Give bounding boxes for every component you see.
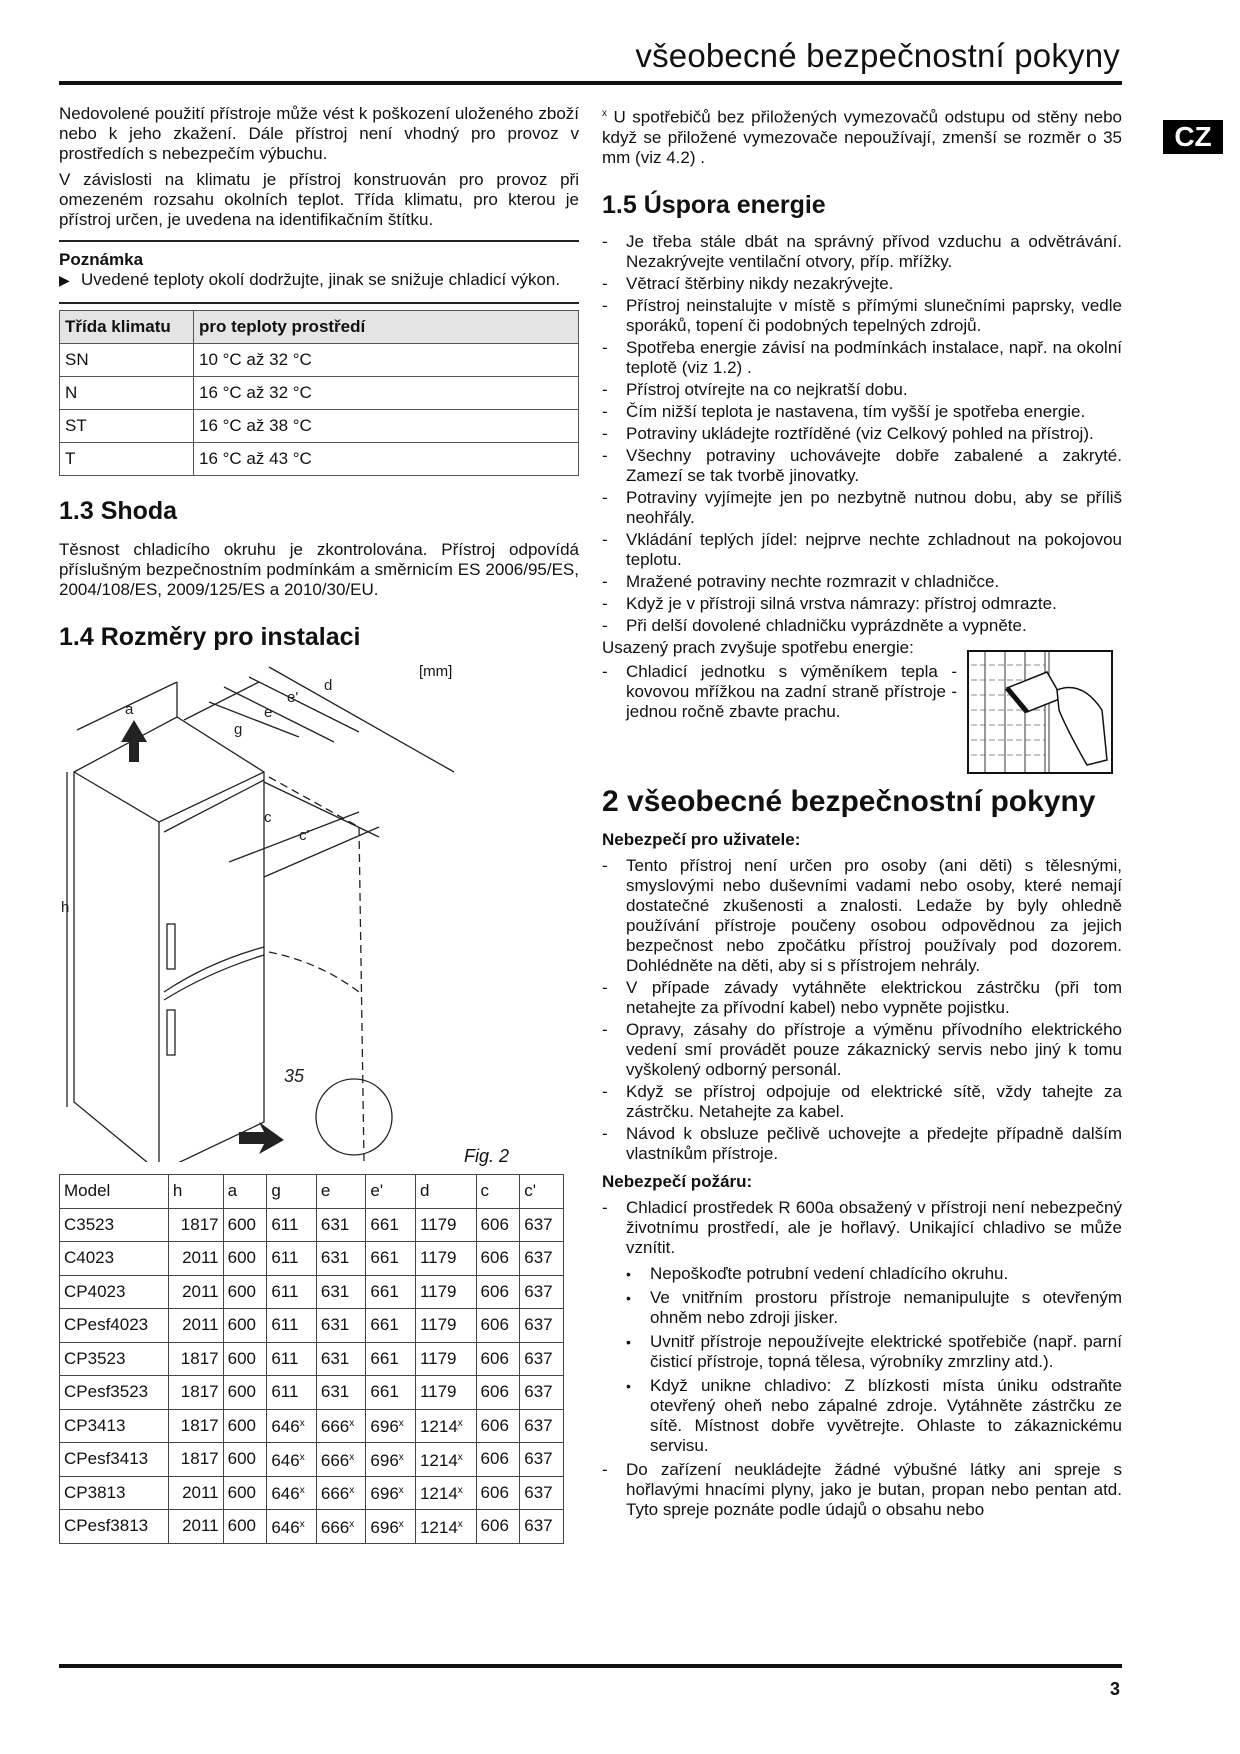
table-cell: 631 xyxy=(316,1208,366,1242)
table-cell: CPesf3413 xyxy=(60,1443,169,1477)
table-cell: 606 xyxy=(476,1275,520,1309)
list-item: - Mražené potraviny nechte rozmrazit v chladničce. xyxy=(602,571,1000,591)
footnote-marker: x xyxy=(457,1451,463,1463)
header-divider xyxy=(59,81,1122,85)
table-cell: 637 xyxy=(520,1342,564,1376)
table-cell: C4023 xyxy=(60,1242,169,1276)
table-row xyxy=(60,1208,564,1242)
table-cell: 606 xyxy=(476,1309,520,1343)
list-item: - Chladicí jednotku s výměníkem tepla - kovovou mřížkou na zadní straně přístroje - jednou ročně zbavte prachu. xyxy=(602,661,957,721)
list-item: - Potraviny ukládejte roztříděné (viz Celkový pohled na přístroj). xyxy=(602,423,1094,443)
table-cell: 637 xyxy=(520,1242,564,1276)
table-cell: 637 xyxy=(520,1409,564,1443)
table-cell: SN xyxy=(60,344,194,377)
table-cell: 2011 xyxy=(168,1242,223,1276)
page-header-title: všeobecné bezpečnostní pokyny xyxy=(635,37,1120,74)
table-cell: 1214$^x$ xyxy=(415,1409,476,1443)
table-header-cell: pro teploty prostředí xyxy=(194,311,579,344)
right-column xyxy=(602,104,1122,1522)
table-cell: 1214$^x$ xyxy=(415,1476,476,1510)
table-cell: ST xyxy=(60,410,194,443)
table-row xyxy=(60,410,579,443)
table-cell: 600 xyxy=(223,1409,267,1443)
climate-class-table xyxy=(59,310,579,476)
table-cell: 600 xyxy=(223,1376,267,1410)
footnote-marker: x xyxy=(349,1485,355,1497)
list-item: - Všechny potraviny uchovávejte dobře zabalené a zakryté. Zamezí se tak tvorbě jinovatky. xyxy=(602,445,1122,485)
table-cell: 646$^x$ xyxy=(267,1510,317,1544)
figure-caption: Fig. 2 xyxy=(464,1146,510,1166)
table-cell: 661 xyxy=(366,1242,416,1276)
table-cell: 600 xyxy=(223,1309,267,1343)
table-cell: 1179 xyxy=(415,1309,476,1343)
table-cell: 16 °C až 32 °C xyxy=(194,377,579,410)
list-item: - Je třeba stále dbát na správný přívod vzduchu a odvětrávání. Nezakrývejte ventilační otvory, příp. mřížky. xyxy=(602,231,1122,271)
play-arrow-icon: ▶ xyxy=(59,272,70,288)
bullet-dash-icon: - xyxy=(602,615,608,635)
fire-danger-title: Nebezpečí požáru: xyxy=(602,1171,753,1191)
table-cell: 696$^x$ xyxy=(366,1409,416,1443)
table-cell: 646$^x$ xyxy=(267,1443,317,1477)
table-cell: c xyxy=(476,1175,520,1209)
user-danger-list xyxy=(602,856,1122,1164)
table-cell: 611 xyxy=(267,1275,317,1309)
footnote-text: U spotřebičů bez přiložených vymezovačů odstupu od stěny nebo když se přiložené vymezovače nepoužívají, zmenší se rozměr o 35 mm (viz 4.2) . xyxy=(602,107,1122,167)
note-divider xyxy=(59,302,579,304)
footnote-marker: x xyxy=(349,1418,355,1430)
table-cell: 606 xyxy=(476,1208,520,1242)
footnote xyxy=(602,104,1122,168)
list-item: - Potraviny vyjímejte jen po nezbytně nutnou dobu, aby se příliš neohřály. xyxy=(602,487,1122,527)
footnote-marker: x xyxy=(299,1418,305,1430)
table-cell: 1214$^x$ xyxy=(415,1510,476,1544)
table-cell: CPesf3813 xyxy=(60,1510,169,1544)
table-cell: 1214$^x$ xyxy=(415,1443,476,1477)
table-cell: 600 xyxy=(223,1242,267,1276)
section-title-1-4: 1.4 Rozměry pro instalaci xyxy=(59,623,361,651)
bullet-dash-icon: - xyxy=(602,337,608,357)
table-cell: 637 xyxy=(520,1208,564,1242)
footnote-marker: x xyxy=(299,1518,305,1530)
table-cell: e xyxy=(316,1175,366,1209)
bullet-dot-icon: • xyxy=(626,1265,631,1282)
table-cell: 600 xyxy=(223,1443,267,1477)
table-cell: e' xyxy=(366,1175,416,1209)
footnote-marker: x xyxy=(457,1518,463,1530)
table-cell: 606 xyxy=(476,1510,520,1544)
dim-label-d: d xyxy=(324,677,333,694)
dimensions-table xyxy=(59,1174,564,1544)
list-item: - Přístroj neinstalujte v místě s přímými slunečními paprsky, vedle sporáků, topení či podobných tepelných zdrojů. xyxy=(602,295,1122,335)
bullet-dash-icon: - xyxy=(602,529,608,549)
list-item: - Přístroj otvírejte na co nejkratší dobu. xyxy=(602,379,908,399)
table-cell: 666$^x$ xyxy=(316,1476,366,1510)
table-cell: 631 xyxy=(316,1309,366,1343)
page-number: 3 xyxy=(1110,1679,1121,1699)
table-cell: CP3523 xyxy=(60,1342,169,1376)
footnote-marker: x xyxy=(398,1418,404,1430)
table-cell: c' xyxy=(520,1175,564,1209)
table-cell: 666$^x$ xyxy=(316,1443,366,1477)
bullet-dash-icon: - xyxy=(602,379,608,399)
table-header-cell: Třída klimatu xyxy=(60,311,194,344)
footnote-marker: x xyxy=(299,1485,305,1497)
table-cell: 1817 xyxy=(168,1409,223,1443)
footnote-marker: x xyxy=(457,1485,463,1497)
list-item: - Když je v přístroji silná vrstva námrazy: přístroj odmrazte. xyxy=(602,593,1057,613)
unit-label: [mm] xyxy=(419,663,453,680)
list-item: - Spotřeba energie závisí na podmínkách instalace, např. na okolní teplotě (viz 1.2) . xyxy=(602,337,1122,377)
list-item: - Návod k obsluze pečlivě uchovejte a předejte případně dalším vlastníkům přístroje. xyxy=(602,1123,1122,1163)
table-cell: 606 xyxy=(476,1476,520,1510)
brush-cleaning-illustration xyxy=(967,650,1113,774)
table-cell: 631 xyxy=(316,1242,366,1276)
table-cell: 606 xyxy=(476,1342,520,1376)
table-cell: 2011 xyxy=(168,1275,223,1309)
table-cell: 606 xyxy=(476,1409,520,1443)
fridge-dimension-drawing xyxy=(59,662,579,1162)
footnote-marker: x xyxy=(349,1451,355,1463)
intro-paragraph: Nedovolené použití přístroje může vést k poškození uloženého zboží nebo k jeho zkažení. Dále přístroj není vhodný pro provoz v prostředích s nebezpečím výbuchu. xyxy=(59,104,579,163)
footnote-marker: x xyxy=(457,1418,463,1430)
table-row xyxy=(60,1275,564,1309)
footnote-marker: x xyxy=(349,1518,355,1530)
bullet-dash-icon: - xyxy=(602,977,608,997)
bullet-dash-icon: - xyxy=(602,1081,608,1101)
table-cell: 637 xyxy=(520,1510,564,1544)
bullet-dash-icon: - xyxy=(602,593,608,613)
list-item: • Ve vnitřním prostoru přístroje nemanipulujte s otevřeným ohněm nebo zdroji jisker. xyxy=(626,1287,1122,1327)
bullet-dot-icon: • xyxy=(626,1333,631,1350)
table-cell: 10 °C až 32 °C xyxy=(194,344,579,377)
note-item xyxy=(59,270,579,290)
table-cell: 16 °C až 38 °C xyxy=(194,410,579,443)
table-cell: 16 °C až 43 °C xyxy=(194,443,579,476)
table-cell: CPesf3523 xyxy=(60,1376,169,1410)
table-cell: 646$^x$ xyxy=(267,1409,317,1443)
bullet-dot-icon: • xyxy=(626,1377,631,1394)
bullet-dash-icon: - xyxy=(602,487,608,507)
dim-label-c-prime: c' xyxy=(299,827,310,844)
table-cell: 611 xyxy=(267,1342,317,1376)
dim-label-e-prime: e' xyxy=(287,689,299,706)
bullet-dash-icon: - xyxy=(602,571,608,591)
dust-intro: Usazený prach zvyšuje spotřebu energie: xyxy=(602,637,914,657)
table-cell: 661 xyxy=(366,1342,416,1376)
table-cell: 637 xyxy=(520,1275,564,1309)
table-row xyxy=(60,1476,564,1510)
dimensions-table-body xyxy=(60,1175,564,1544)
table-cell: 666$^x$ xyxy=(316,1409,366,1443)
table-cell: 1179 xyxy=(415,1242,476,1276)
list-item: - Tento přístroj není určen pro osoby (ani děti) s tělesnými, smyslovými nebo duševními vadami nebo osoby, které nemají dostatečné zkušenosti a znalosti. Ledaže by byly ohledně používání přístroje poučeny osobou odpovědnou za jejich bezpečnost nebo zpočátku přístroj používaly pod dozorem. Dohlédněte na děti, aby si s přístrojem nehrály. xyxy=(602,855,1122,975)
dim-label-g: g xyxy=(234,721,243,738)
list-item: - Chladicí prostředek R 600a obsažený v přístroji není nebezpečný životnímu prostředí, ale je hořlavý. Unikající chladivo se může vznítit. • Nepoškoďte potrubní vedení chladícího okruhu. • Ve vnitřním prostoru přístroje nemanipulujte s otevřeným ohněm nebo zdroji jisker. • Uvnitř přístroje nepoužívejte elektrické spotřebiče (např. parní čisticí přístroje, topná tělesa, výrobníky zmrzliny atd.). • Když unikne chladivo: Z blízkosti místa úniku odstraňte otevřený oheň nebo zápalné zdroje. Vytáhněte zástrčku ze sítě. Místnost dobře vyvětrejte. Ohlaste to zákaznickému servisu. xyxy=(602,1197,1122,1455)
dust-block xyxy=(602,638,1122,722)
list-item: • Nepoškoďte potrubní vedení chladícího okruhu. xyxy=(626,1263,1009,1283)
list-item: • Když unikne chladivo: Z blízkosti místa úniku odstraňte otevřený oheň nebo zápalné zdroje. Vytáhněte zástrčku ze sítě. Místnost dobře vyvětrejte. Ohlaste to zákaznickému servisu. xyxy=(626,1375,1122,1455)
section-title-1-3: 1.3 Shoda xyxy=(59,497,178,525)
note-divider xyxy=(59,240,579,242)
table-row xyxy=(60,344,579,377)
bullet-dash-icon: - xyxy=(602,231,608,251)
table-cell: 1179 xyxy=(415,1275,476,1309)
table-row xyxy=(60,1242,564,1276)
table-cell: 606 xyxy=(476,1376,520,1410)
table-cell: 611 xyxy=(267,1208,317,1242)
footnote-marker: x xyxy=(398,1485,404,1497)
bullet-dash-icon: - xyxy=(602,855,608,875)
table-cell: 696$^x$ xyxy=(366,1443,416,1477)
bullet-dash-icon: - xyxy=(602,295,608,315)
note-title: Poznámka xyxy=(59,250,144,269)
table-cell: CPesf4023 xyxy=(60,1309,169,1343)
table-cell: 661 xyxy=(366,1376,416,1410)
table-cell: 631 xyxy=(316,1275,366,1309)
table-cell: 2011 xyxy=(168,1510,223,1544)
table-cell: 637 xyxy=(520,1443,564,1477)
table-cell: 611 xyxy=(267,1242,317,1276)
table-cell: 631 xyxy=(316,1342,366,1376)
table-cell: 600 xyxy=(223,1510,267,1544)
table-cell: 600 xyxy=(223,1476,267,1510)
table-cell: 1817 xyxy=(168,1443,223,1477)
table-cell: 600 xyxy=(223,1342,267,1376)
fire-danger-sub-list xyxy=(626,1264,1122,1456)
table-cell: 611 xyxy=(267,1376,317,1410)
table-cell: 637 xyxy=(520,1476,564,1510)
table-cell: CP3413 xyxy=(60,1409,169,1443)
list-item: - Když se přístroj odpojuje od elektrické sítě, vždy tahejte za zástrčku. Netahejte za kabel. xyxy=(602,1081,1122,1121)
list-item: - Opravy, zásahy do přístroje a výměnu přívodního elektrického vedení smí provádět pouze zákaznický servis nebo jiný k tomu vyškolený odborný personál. xyxy=(602,1019,1122,1079)
list-item: - V případe závady vytáhněte elektrickou zástrčku (při tom netahejte za přívodní kabel) nebo vypněte pojistku. xyxy=(602,977,1122,1017)
table-cell: 666$^x$ xyxy=(316,1510,366,1544)
table-cell: 1817 xyxy=(168,1342,223,1376)
dim-label-h: h xyxy=(61,899,70,916)
table-cell: T xyxy=(60,443,194,476)
table-cell: 637 xyxy=(520,1309,564,1343)
table-cell: 1179 xyxy=(415,1342,476,1376)
table-cell: 600 xyxy=(223,1275,267,1309)
list-item: • Uvnitř přístroje nepoužívejte elektrické spotřebiče (např. parní čisticí přístroje, topná tělesa, výrobníky zmrzliny atd.). xyxy=(626,1331,1122,1371)
table-cell: CP3813 xyxy=(60,1476,169,1510)
list-item: - Čím nižší teplota je nastavena, tím vyšší je spotřeba energie. xyxy=(602,401,1086,421)
table-cell: 637 xyxy=(520,1376,564,1410)
table-cell: Model xyxy=(60,1175,169,1209)
dim-label-a: a xyxy=(125,701,134,718)
table-cell: 1817 xyxy=(168,1208,223,1242)
footnote-marker: x xyxy=(398,1451,404,1463)
dim-label-e: e xyxy=(264,704,273,721)
table-cell: 696$^x$ xyxy=(366,1476,416,1510)
bullet-dash-icon: - xyxy=(602,1123,608,1143)
language-badge: CZ xyxy=(1163,120,1223,154)
table-cell: 2011 xyxy=(168,1476,223,1510)
bullet-dash-icon: - xyxy=(602,445,608,465)
table-row xyxy=(60,1342,564,1376)
intro-paragraph: V závislosti na klimatu je přístroj konstruován pro provoz při omezeném rozsahu okolních teplot. Třída klimatu, pro kterou je přístroj určen, je uvedena na identifikačním štítku. xyxy=(59,170,579,229)
table-cell: d xyxy=(415,1175,476,1209)
note-text: Uvedené teploty okolí dodržujte, jinak se snižuje chladicí výkon. xyxy=(81,270,561,289)
list-item: - Do zařízení neukládejte žádné výbušné látky ani spreje s hořlavými hnacími plyny, jako je butan, propan nebo pentan atd. Tyto spreje poznáte podle údajů o obsahu nebo xyxy=(602,1459,1122,1519)
list-item: - Vkládání teplých jídel: nejprve nechte zchladnout na pokojovou teplotu. xyxy=(602,529,1122,569)
table-cell: 600 xyxy=(223,1208,267,1242)
table-header-row xyxy=(60,311,579,344)
table-cell: N xyxy=(60,377,194,410)
bullet-dash-icon: - xyxy=(602,1019,608,1039)
conformity-text: Těsnost chladicího okruhu je zkontrolována. Přístroj odpovídá příslušným bezpečnostním podmínkám a směrnicím ES 2006/95/ES, 2004/108/ES, 2009/125/ES a 2010/30/EU. xyxy=(59,540,579,599)
section-title-1-5: 1.5 Úspora energie xyxy=(602,190,826,219)
footnote-marker: x xyxy=(398,1518,404,1530)
table-cell: 606 xyxy=(476,1443,520,1477)
table-cell: 696$^x$ xyxy=(366,1510,416,1544)
table-row xyxy=(60,1409,564,1443)
energy-saving-list xyxy=(602,232,1122,636)
table-cell: 661 xyxy=(366,1309,416,1343)
table-cell: 1817 xyxy=(168,1376,223,1410)
table-cell: 631 xyxy=(316,1376,366,1410)
bullet-dash-icon: - xyxy=(602,423,608,443)
list-item: - Při delší dovolené chladničku vyprázdněte a vypněte. xyxy=(602,615,1027,635)
left-column xyxy=(59,104,579,1544)
dim-label-c: c xyxy=(264,809,272,826)
dust-list xyxy=(602,662,957,722)
table-cell: 1179 xyxy=(415,1376,476,1410)
table-cell: 606 xyxy=(476,1242,520,1276)
section-title-2: 2 všeobecné bezpečnostní pokyny xyxy=(602,784,1096,818)
footnote-marker: x xyxy=(602,108,607,119)
bullet-dash-icon: - xyxy=(602,401,608,421)
table-cell: g xyxy=(267,1175,317,1209)
installation-dimensions-figure xyxy=(59,662,579,1166)
table-row xyxy=(60,1443,564,1477)
table-header-row xyxy=(60,1175,564,1209)
bullet-dot-icon: • xyxy=(626,1289,631,1306)
table-row xyxy=(60,377,579,410)
table-row xyxy=(60,1510,564,1544)
table-cell: 1179 xyxy=(415,1208,476,1242)
list-item: - Větrací štěrbiny nikdy nezakrývejte. xyxy=(602,273,894,293)
table-cell: 661 xyxy=(366,1275,416,1309)
table-cell: CP4023 xyxy=(60,1275,169,1309)
table-row xyxy=(60,1309,564,1343)
spacer-label: 35 xyxy=(284,1066,305,1086)
table-cell: h xyxy=(168,1175,223,1209)
footer-divider xyxy=(59,1664,1122,1668)
table-cell: 2011 xyxy=(168,1309,223,1343)
bullet-dash-icon: - xyxy=(602,273,608,293)
fire-danger-list xyxy=(602,1198,1122,1520)
table-row xyxy=(60,1376,564,1410)
table-cell: 661 xyxy=(366,1208,416,1242)
footnote-marker: x xyxy=(299,1451,305,1463)
user-danger-title: Nebezpečí pro uživatele: xyxy=(602,829,801,849)
table-cell: 611 xyxy=(267,1309,317,1343)
table-cell: 646$^x$ xyxy=(267,1476,317,1510)
table-cell: C3523 xyxy=(60,1208,169,1242)
table-row xyxy=(60,443,579,476)
table-cell: a xyxy=(223,1175,267,1209)
